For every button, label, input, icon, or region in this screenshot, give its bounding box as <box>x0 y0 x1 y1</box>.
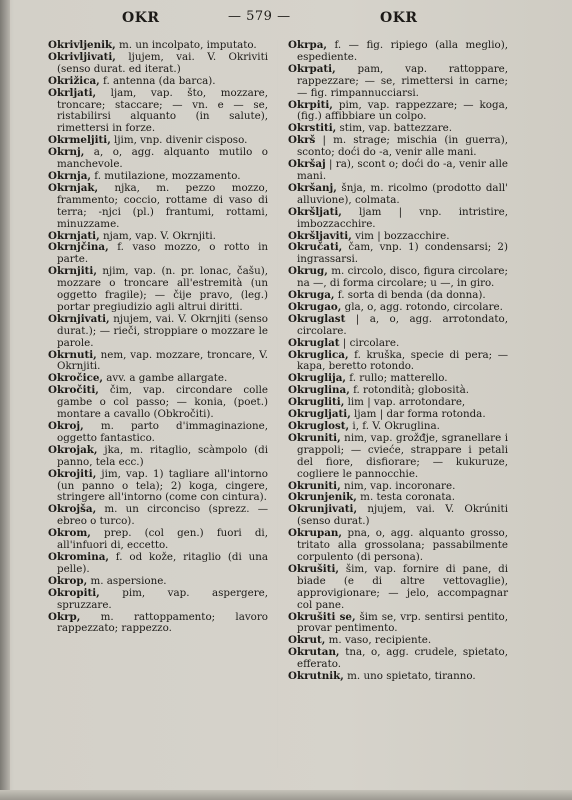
entry-definition: f. sorta di benda (da donna). <box>334 289 486 302</box>
page-number: — 579 — <box>228 9 291 24</box>
entry-headword: Okrušiti, <box>288 562 339 575</box>
entry-definition: čim, vap. circondare colle gambe o col passo; — konia, (poet.) montare a cavallo (Obkročiti). <box>57 384 268 421</box>
left-column <box>48 40 268 635</box>
dictionary-entry <box>48 421 268 445</box>
entry-headword: Okruglast <box>288 312 346 325</box>
entry-headword: Okrom, <box>48 527 91 540</box>
entry-definition: avv. a gambe allargate. <box>102 372 228 385</box>
entry-definition: f. od kože, ritaglio (di una pelle). <box>57 550 268 575</box>
entry-definition: m. parto d'immaginazione, oggetto fantastico. <box>57 420 268 444</box>
entry-headword: Okruglina, <box>288 384 350 397</box>
dictionary-entry <box>48 266 268 314</box>
entry-definition: pim, vap. aspergere, spruzzare. <box>57 586 268 611</box>
dictionary-entry <box>288 647 508 671</box>
entry-definition: gla, o, agg. rotondo, circolare. <box>341 300 503 313</box>
entry-definition: | ra), scont o; doći do -a, venir alle mani. <box>297 158 508 182</box>
entry-definition: m. rattoppamento; lavoro rappezzato; rappezzo. <box>57 610 268 635</box>
entry-definition: nim, vap. incoronare. <box>340 479 456 492</box>
entry-headword: Okrutnik, <box>288 670 344 683</box>
dictionary-entry <box>48 385 268 421</box>
entry-definition: jim, vap. 1) tagliare all'intorno (un panno o tela); 2) koga, cingere, stringere all'intorno (come con cintura). <box>57 467 268 504</box>
entry-headword: Okrnjak, <box>48 181 99 194</box>
dictionary-entry <box>288 242 508 266</box>
entry-headword: Okrojiti, <box>48 467 97 480</box>
entry-definition: m. un incolpato, imputato. <box>115 39 257 51</box>
dictionary-entry <box>48 183 268 231</box>
dictionary-entry <box>48 88 268 136</box>
entry-headword: Okrušiti se, <box>288 610 356 623</box>
entry-definition: f. vaso mozzo, o rotto in parte. <box>57 241 268 266</box>
dictionary-entry <box>288 612 508 636</box>
entry-definition: njujem, vai. V. Okrúniti (senso durat.) <box>297 503 508 528</box>
entry-headword: Okrut, <box>288 634 326 647</box>
entry-definition: m. aspersione. <box>87 574 167 587</box>
right-guide-word: OKR <box>380 10 418 26</box>
entry-headword: Okrutan, <box>288 646 340 659</box>
entry-definition: nim, vap. grožđje, sgranellare i grappoli; — cvieće, strappare i petali del fiore, disfiorare; — kukuruze, cogliere le pannocchie. <box>297 431 508 480</box>
entry-headword: Okručati, <box>288 241 343 254</box>
entry-headword: Okruglat <box>288 336 340 349</box>
entry-headword: Okrop, <box>48 574 88 587</box>
entry-definition: lim | vap. arrotondare, <box>344 396 466 409</box>
entry-definition: njam, vap. V. Okrnjiti. <box>99 229 216 242</box>
right-column <box>288 40 508 683</box>
page-bottom-edge <box>0 790 572 800</box>
entry-definition: njka, m. pezzo mozzo, frammento; coccio, rottame di vaso di terra; -njci (pl.) frantumi, rottami, minuzzame. <box>57 181 268 230</box>
entry-headword: Okrugliti, <box>288 396 345 409</box>
entry-definition: | a, o, agg. arrotondato, circolare. <box>297 312 508 337</box>
entry-headword: Okrnjivati, <box>48 312 110 325</box>
entry-headword: Okrupan, <box>288 527 342 540</box>
entry-headword: Okrljati, <box>48 86 97 99</box>
dictionary-entry <box>288 159 508 183</box>
entry-definition: njim, vap. (n. pr. lonac, čašu), mozzare o troncare all'estremità (un oggetto fragile); — čije pravo, (leg.) portar pregiudizio agli altrui diritti. <box>57 265 268 313</box>
entry-headword: Okruniti, <box>288 431 341 444</box>
dictionary-entry <box>48 147 268 171</box>
dictionary-entry <box>288 350 508 374</box>
dictionary-entry <box>288 64 508 100</box>
dictionary-entry <box>288 183 508 207</box>
entry-definition: a, o, agg. alquanto mutilo o manchevole. <box>57 146 268 171</box>
dictionary-entry <box>288 100 508 124</box>
entry-headword: Okrnuti, <box>48 348 97 361</box>
entry-headword: Okrnjčina, <box>48 241 109 254</box>
entry-definition: ljam | vnp. intristire, imbozzacchire. <box>297 205 508 230</box>
entry-headword: Okrnjati, <box>48 229 100 242</box>
dictionary-entry <box>288 433 508 481</box>
entry-headword: Okrmeljiti, <box>48 134 111 147</box>
entry-definition: stim, vap. battezzare. <box>336 122 453 135</box>
entry-definition: šim, vap. fornire di pane, di biade (e di altre vettovaglie), approvigionare; — jelo, accompagnar col pane. <box>297 562 508 611</box>
entry-definition: f. rullo; matterello. <box>346 372 448 385</box>
entry-definition: m. vaso, recipiente. <box>325 634 432 647</box>
left-guide-word: OKR <box>122 10 160 26</box>
dictionary-entry <box>288 528 508 564</box>
dictionary-entry <box>48 52 268 76</box>
entry-headword: Okršljati, <box>288 205 342 218</box>
entry-headword: Okrugao, <box>288 300 342 313</box>
entry-headword: Okruga, <box>288 289 335 302</box>
entry-headword: Okrug, <box>288 265 328 278</box>
entry-definition: ljim, vnp. divenir cisposo. <box>110 134 248 147</box>
entry-headword: Okruglija, <box>288 372 347 385</box>
entry-headword: Okročiti, <box>48 384 99 397</box>
entry-headword: Okrugljati, <box>288 408 351 421</box>
column-gutter <box>277 40 278 768</box>
dictionary-entry <box>48 528 268 552</box>
entry-definition: | m. strage; mischia (in guerra), sconto; doći do -a, venir alle mani. <box>297 134 508 159</box>
dictionary-entry <box>288 135 508 159</box>
entry-headword: Okrojak, <box>48 443 98 456</box>
entry-headword: Okročice, <box>48 372 103 385</box>
entry-definition: pam, vap. rattoppare, rappezzare; — se, rimettersi in carne; — fig. rimpannucciarsi. <box>297 62 508 99</box>
dictionary-entry <box>48 612 268 636</box>
entry-definition: f. — fig. ripiego (alla meglio), espediente. <box>297 39 508 63</box>
entry-definition: f. rotondità; globosità. <box>349 384 470 397</box>
entry-headword: Okrižica, <box>48 74 100 87</box>
entry-definition: i, f. V. Okruglina. <box>349 420 440 432</box>
entry-headword: Okruglost, <box>288 420 350 432</box>
entry-definition: m. uno spietato, tiranno. <box>343 670 476 683</box>
entry-definition: prep. (col gen.) fuori di, all'infuori di, eccetto. <box>57 527 268 552</box>
dictionary-entry <box>48 314 268 350</box>
entry-definition: ljam | dar forma rotonda. <box>350 408 486 421</box>
entry-definition: šnja, m. ricolmo (prodotto dall' alluvione), colmata. <box>297 181 508 206</box>
book-spine-shadow <box>0 0 10 800</box>
dictionary-entry <box>288 564 508 612</box>
entry-definition: f. antenna (da barca). <box>99 74 216 87</box>
entry-definition: tna, o, agg. crudele, spietato, efferato. <box>297 646 508 671</box>
entry-headword: Okrstiti, <box>288 122 337 135</box>
entry-headword: Okrivljivati, <box>48 50 116 63</box>
dictionary-entry <box>288 314 508 338</box>
entry-definition: njujem, vai. V. Okrnjiti (senso durat.); — rieči, stroppiare o mozzare le parole. <box>57 312 268 349</box>
entry-definition: pna, o, agg. alquanto grosso, tritato alla grossolana; passabilmente corpulento (di persona). <box>297 527 508 563</box>
entry-headword: Okrnj, <box>48 146 85 159</box>
dictionary-entry <box>288 266 508 290</box>
entry-definition: šim se, vrp. sentirsi pentito, provar pentimento. <box>297 610 508 635</box>
entry-definition: pim, vap. rappezzare; — koga, (fig.) affibbiare un colpo. <box>297 98 508 123</box>
dictionary-entry <box>288 504 508 528</box>
entry-definition: nem, vap. mozzare, troncare, V. Okrnjiti. <box>57 348 268 373</box>
entry-definition: ljam, vap. što, mozzare, troncare; staccare; — vn. e — se, ristabilirsi alquanto (in salute), rimettersi in forze. <box>57 86 268 135</box>
dictionary-entry <box>48 504 268 528</box>
dictionary-entry <box>48 445 268 469</box>
entry-headword: Okrivljenik, <box>48 39 116 51</box>
entry-headword: Okropiti, <box>48 586 100 599</box>
entry-definition: jka, m. ritaglio, scàmpolo (di panno, tela ecc.) <box>57 443 268 468</box>
entry-headword: Okrpati, <box>288 62 336 75</box>
entry-headword: Okrpa, <box>288 39 327 51</box>
entry-headword: Okrp, <box>48 610 81 623</box>
entry-headword: Okršljaviti, <box>288 229 352 242</box>
entry-headword: Okroj, <box>48 420 84 432</box>
entry-definition: m. un circonciso (sprezz. — ebreo o turco). <box>57 503 268 528</box>
entry-definition: f. kruška, specie di pera; — kapa, beretto rotondo. <box>297 348 508 373</box>
dictionary-entry <box>48 242 268 266</box>
entry-headword: Okruglica, <box>288 348 349 361</box>
entry-headword: Okrnja, <box>48 169 91 182</box>
entry-headword: Okrunjivati, <box>288 503 358 516</box>
entry-definition: čam, vnp. 1) condensarsi; 2) ingrassarsi. <box>297 241 508 266</box>
entry-headword: Okruniti, <box>288 479 341 492</box>
page-header <box>36 4 536 26</box>
entry-headword: Okrpiti, <box>288 98 333 111</box>
entry-definition: m. testa coronata. <box>356 491 455 504</box>
dictionary-entry <box>288 40 508 64</box>
dictionary-entry <box>48 350 268 374</box>
entry-headword: Okrnjiti, <box>48 265 97 278</box>
entry-definition: f. mutilazione, mozzamento. <box>91 169 241 182</box>
dictionary-entry <box>48 588 268 612</box>
entry-headword: Okršanj, <box>288 181 337 194</box>
entry-definition: vim | bozzacchire. <box>351 229 450 242</box>
entry-headword: Okrojša, <box>48 503 97 516</box>
dictionary-entry <box>48 552 268 576</box>
entry-headword: Okrunjenik, <box>288 491 357 504</box>
entry-headword: Okršaj <box>288 158 326 171</box>
dictionary-entry <box>288 207 508 231</box>
entry-definition: | circolare. <box>339 336 400 349</box>
dictionary-entry <box>288 671 508 683</box>
dictionary-entry <box>48 469 268 505</box>
entry-definition: m. circolo, disco, figura circolare; na —, di forma circolare; u —, in giro. <box>297 265 508 290</box>
entry-definition: ljujem, vai. V. Okriviti (senso durat. ed iterat.) <box>57 50 268 75</box>
entry-headword: Okrš <box>288 134 316 147</box>
entry-headword: Okromina, <box>48 550 109 563</box>
